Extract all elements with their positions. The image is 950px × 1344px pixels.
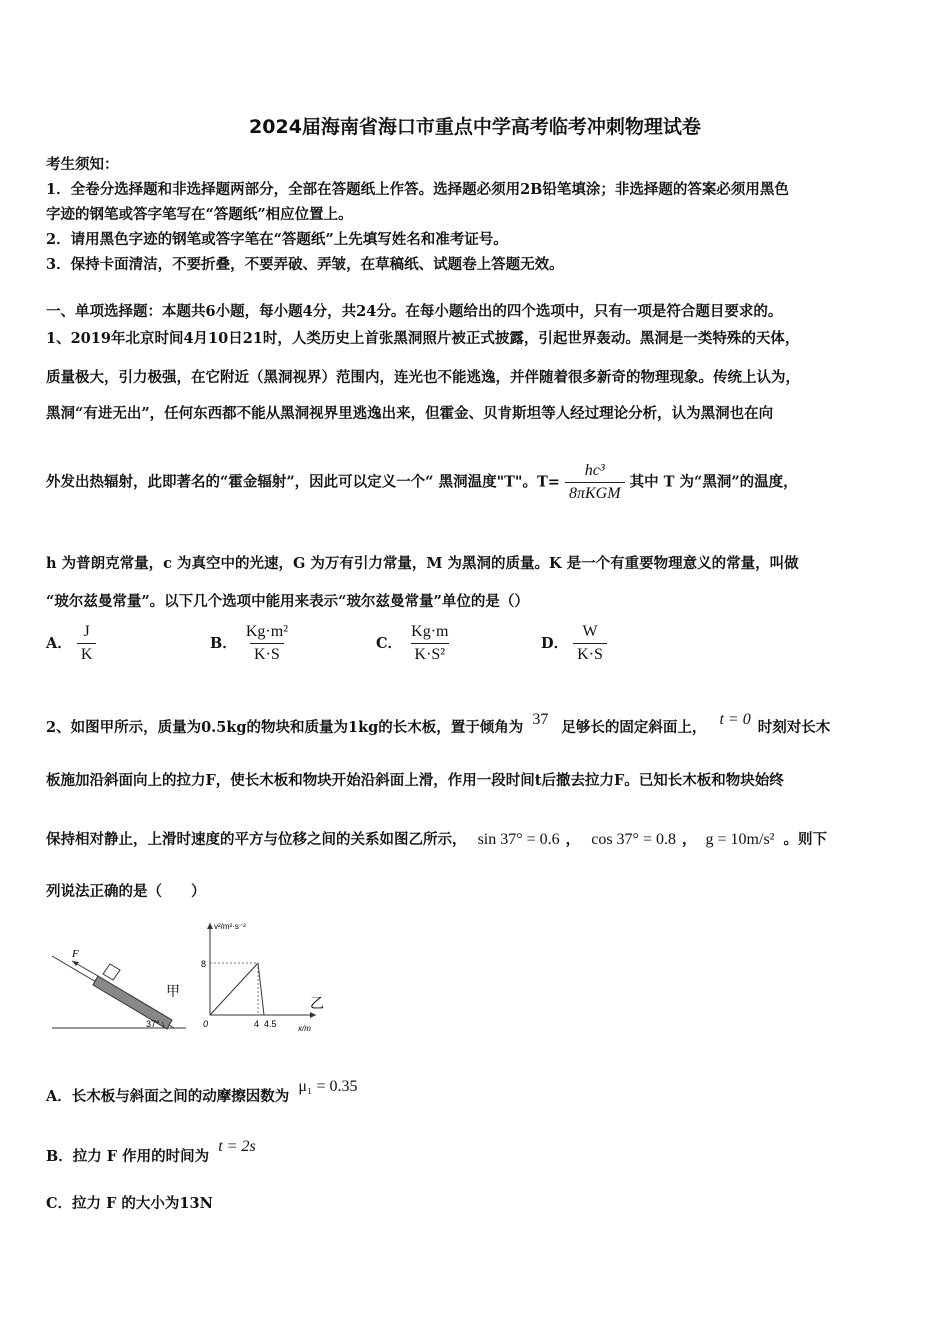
x-tick: 4 (254, 1019, 260, 1029)
gravity-value: g = 10m/s² (705, 831, 775, 848)
x-axis-arrow-icon (310, 1012, 316, 1018)
q2-text: 时刻对长木 (757, 719, 831, 736)
x-tick: 4.5 (264, 1019, 277, 1029)
sin-value: sin 37° = 0.6 (477, 831, 560, 848)
time-zero: t = 0 (719, 711, 751, 728)
q2-line3: 保持相对静止，上滑时速度的平方与位移之间的关系如图乙所示， sin 37° = 0.6 ， cos 37° = 0.8 ， g = 10m/s² 。则下 (46, 831, 828, 848)
notice-item: 1．全卷分选择题和非选择题两部分，全部在答题纸上作答。选择题必须用2B铅笔填涂；非选择题的答案必须用黑色 (46, 181, 789, 198)
q2-text: 板施加沿斜面向上的拉力F，使长木板和物块开始沿斜面上滑，作用一段时间t后撤去拉力F。已知长木板和物块始终 (46, 772, 784, 789)
q2-line1 (46, 711, 831, 737)
q1-text: 1、2019年北京时间4月10日21时，人类历史上首张黑洞照片被正式披露，引起世界轰动。黑洞是一类特殊的天体， (46, 330, 800, 347)
incline-angle: 37 (532, 711, 549, 728)
option-math: μ₁ = 0.35 (298, 1078, 358, 1095)
notice-item: 字迹的钢笔或答字笔写在“答题纸”相应位置上。 (46, 206, 353, 223)
small-block (103, 964, 120, 980)
q2-text: 保持相对静止，上滑时速度的平方与位移之间的关系如图乙所示， (46, 831, 467, 848)
q1-option-c[interactable] (376, 623, 452, 664)
option-label: B． (210, 635, 237, 652)
option-text: B．拉力 F 作用的时间为 (46, 1148, 210, 1165)
q2-question: 列说法正确的是（ ） (46, 883, 206, 900)
q2-option-b[interactable] (46, 1138, 256, 1166)
figure-jia-label: 甲 (166, 984, 180, 1000)
decelerating-segment (258, 963, 264, 1015)
option-label: C． (376, 635, 403, 652)
q1-text: 质量极大，引力极强，在它附近（黑洞视界）范围内，连光也不能逃逸，并伴随着很多新奇的物理现象。传统上认为， (46, 369, 800, 386)
option-text: A．长木板与斜面之间的动摩擦因数为 (46, 1088, 290, 1105)
fraction-denominator: K·S (250, 643, 284, 664)
q1-text: 其中 T 为“黑洞”的温度， (629, 473, 798, 491)
notice-heading: 考生须知： (46, 156, 119, 173)
angle-label: 37° (146, 1019, 160, 1029)
origin-label: 0 (203, 1019, 209, 1029)
fraction-denominator: K (77, 643, 97, 664)
option-fraction (573, 623, 607, 664)
y-axis-label: v²/m²·s⁻² (214, 922, 246, 931)
q2-option-a[interactable] (46, 1078, 358, 1106)
option-label: D． (541, 635, 569, 652)
q1-formula-line (46, 462, 798, 503)
notice-item: 2．请用黑色字迹的钢笔或答字笔在“答题纸”上先填写姓名和准考证号。 (46, 231, 508, 248)
figure-jia (46, 940, 196, 1035)
force-label: F (72, 948, 79, 960)
long-board (93, 976, 172, 1029)
option-math: t = 2s (218, 1138, 256, 1155)
page-title: 2024届海南省海口市重点中学高考临考冲刺物理试卷 (249, 116, 701, 138)
formula-denominator: 8πKGM (565, 482, 625, 503)
fraction-numerator: J (83, 623, 90, 640)
q1-option-d[interactable] (541, 623, 607, 664)
q1-option-b[interactable] (210, 623, 292, 664)
q1-option-a[interactable] (46, 623, 96, 664)
q2-text: 足够长的固定斜面上， (561, 719, 707, 736)
q1-question: “玻尔兹曼常量”。以下几个选项中能用来表示“玻尔兹曼常量”单位的是（） (46, 593, 529, 610)
figure-yi-label: 乙 (310, 996, 324, 1012)
fraction-denominator: K·S² (411, 643, 450, 664)
q1-text: h 为普朗克常量，c 为真空中的光速，G 为万有引力常量，M 为黑洞的质量。K 是一个有重要物理意义的常量，叫做 (46, 555, 799, 572)
option-fraction (242, 623, 292, 664)
q2-option-c[interactable] (46, 1192, 213, 1213)
section-heading: 一、单项选择题：本题共6小题，每小题4分，共24分。在每小题给出的四个选项中，只有一项是符合题目要求的。 (46, 303, 783, 320)
fraction-numerator: Kg·m² (245, 623, 288, 640)
q1-text: 外发出热辐射，此即著名的“霍金辐射”，因此可以定义一个“ 黑洞温度"T"。T= (46, 473, 560, 491)
option-label: A． (46, 635, 72, 652)
q2-text: 。则下 (783, 831, 828, 848)
formula-numerator: hc³ (584, 462, 605, 479)
hawking-formula (565, 462, 625, 503)
fraction-denominator: K·S (573, 643, 607, 664)
y-axis-arrow-icon (207, 923, 213, 929)
q1-text: 黑洞“有进无出”，任何东西都不能从黑洞视界里逃逸出来，但霍金、贝肯斯坦等人经过理论分析，认为黑洞也在向 (46, 405, 774, 422)
fraction-numerator: W (582, 623, 598, 640)
cos-value: cos 37° = 0.8 (591, 831, 676, 848)
notice-item: 3．保持卡面清洁，不要折叠，不要弄破、弄皱，在草稿纸、试题卷上答题无效。 (46, 256, 564, 273)
x-axis-label: x/m (298, 1024, 311, 1033)
option-fraction (407, 623, 452, 664)
figure-yi (198, 915, 333, 1037)
arrow-head-icon (72, 961, 79, 966)
y-tick: 8 (201, 959, 207, 969)
q2-text: 2、如图甲所示，质量为0.5kg的物块和质量为1kg的长木板，置于倾角为 (46, 719, 524, 736)
fraction-numerator: Kg·m (411, 623, 449, 640)
option-fraction (77, 623, 97, 664)
option-text: C．拉力 F 的大小为13N (46, 1195, 213, 1212)
accelerating-segment (210, 963, 258, 1015)
